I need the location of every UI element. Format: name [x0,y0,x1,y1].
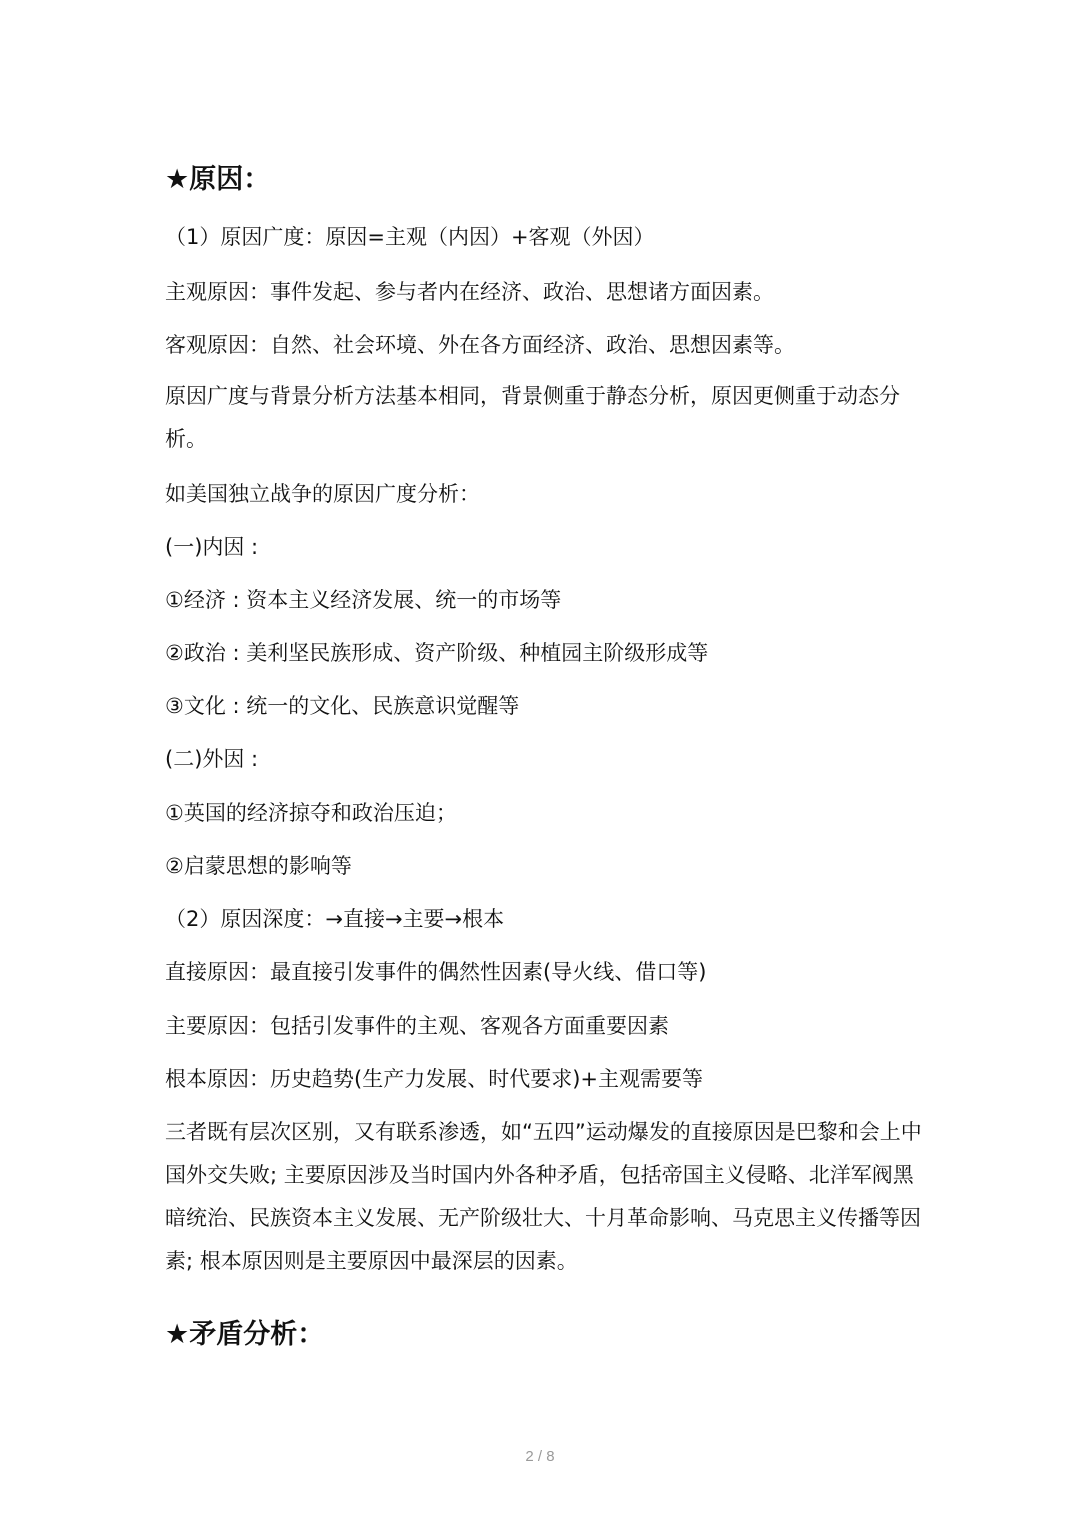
internal-item: ①经济 : 资本主义经济发展、统一的市场等 [165,588,562,612]
external-cause-title: (二)外因 : [165,747,259,771]
section-heading-cause: ★原因： [165,164,271,195]
objective-cause: 客观原因：自然、社会环境、外在各方面经济、政治、思想因素等。 [165,333,795,357]
section-heading-contradiction: ★矛盾分析： [165,1319,325,1350]
breadth-note: 原因广度与背景分析方法基本相同，背景侧重于静态分析，原因更侧重于动态分析。 [165,384,900,451]
external-item: ①英国的经济掠夺和政治压迫； [165,801,457,825]
internal-item: ③文化 : 统一的文化、民族意识觉醒等 [165,694,520,718]
direct-cause: 直接原因：最直接引发事件的偶然性因素(导火线、借口等) [165,960,707,984]
internal-cause-title: (一)内因 : [165,535,259,559]
depth-note: 三者既有层次区别，又有联系渗透，如“五四”运动爆发的直接原因是巴黎和会上中国外交失败; 主要原因涉及当时国内外各种矛盾，包括帝国主义侵略、北洋军阀黑暗统治、民族资本主义发展、无产阶级壮大、十月革命影响、马克思主义传播等因素; 根本原因则是主要原因中最深层的因素。 [165,1120,922,1273]
cause-depth-title: （2）原因深度：→直接→主要→根本 [165,907,505,931]
subjective-cause: 主观原因：事件发起、参与者内在经济、政治、思想诸方面因素。 [165,280,774,304]
internal-item: ②政治 : 美利坚民族形成、资产阶级、种植园主阶级形成等 [165,641,709,665]
external-item: ②启蒙思想的影响等 [165,854,352,878]
root-cause: 根本原因：历史趋势(生产力发展、时代要求)+主观需要等 [165,1067,703,1091]
cause-breadth-title: （1）原因广度：原因=主观（内因）+客观（外因） [165,225,655,249]
main-cause: 主要原因：包括引发事件的主观、客观各方面重要因素 [165,1014,669,1038]
example-intro: 如美国独立战争的原因广度分析： [165,482,480,506]
page-number: 2 / 8 [525,1448,555,1465]
